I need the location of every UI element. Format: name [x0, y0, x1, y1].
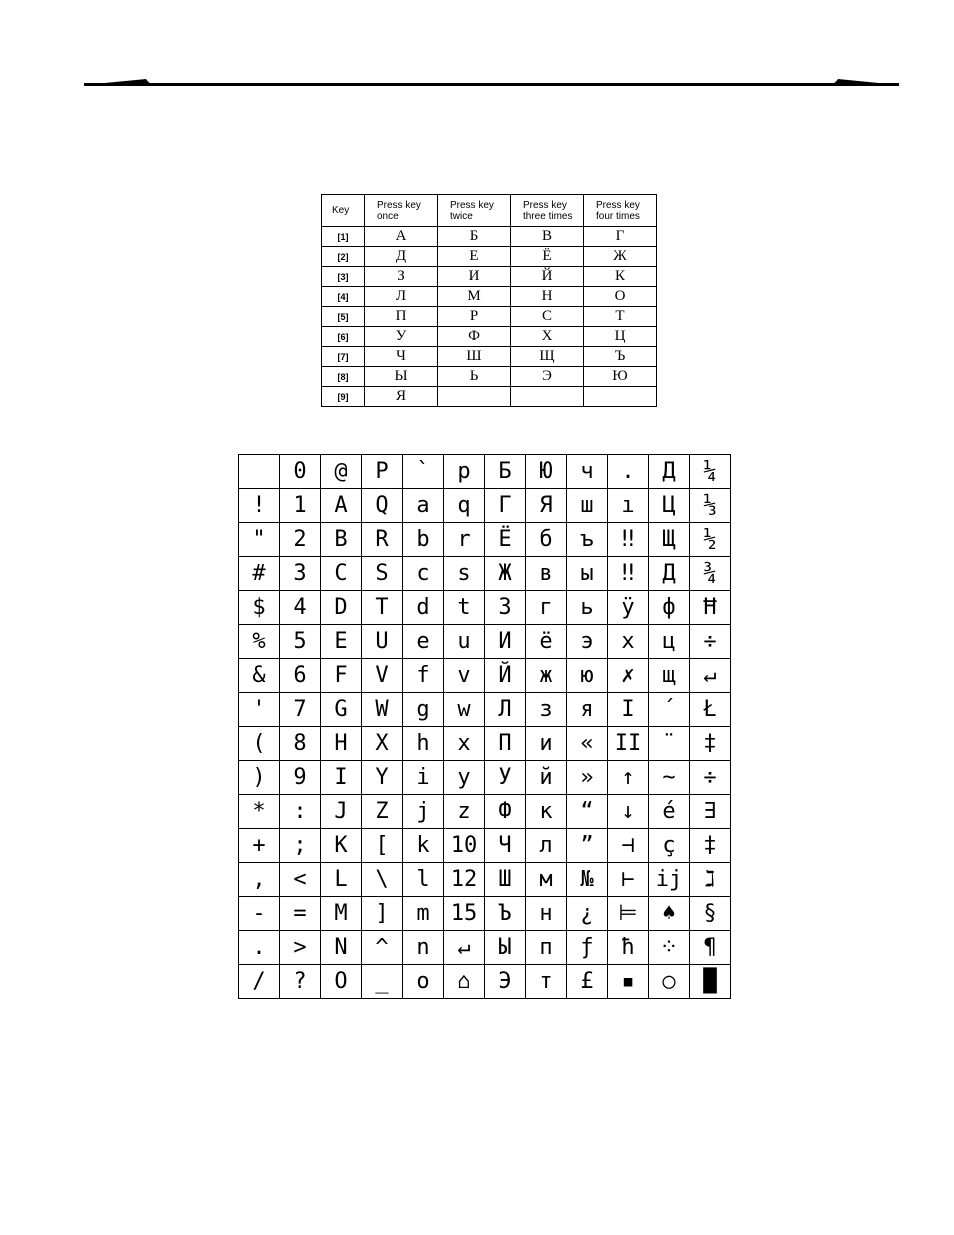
char-grid-cell: ш: [567, 489, 608, 523]
char-grid-cell: в: [526, 557, 567, 591]
char-grid-cell: ↑: [608, 761, 649, 795]
char-grid-cell: ц: [649, 625, 690, 659]
char-grid-cell: ¨: [649, 727, 690, 761]
key-table-char: Ё: [511, 247, 584, 267]
char-grid-row: [239, 625, 731, 659]
char-grid-cell: ‼: [608, 557, 649, 591]
char-grid-cell: ¶: [690, 931, 731, 965]
key-table-char: Ч: [365, 347, 438, 367]
key-table-char: [584, 387, 657, 407]
char-grid-row: [239, 897, 731, 931]
char-grid-cell: z: [444, 795, 485, 829]
char-grid-cell: П: [485, 727, 526, 761]
key-table-char: М: [438, 287, 511, 307]
char-grid-cell: «: [567, 727, 608, 761]
char-grid-cell: ij: [649, 863, 690, 897]
char-grid-cell: ½: [690, 523, 731, 557]
char-grid-cell: F: [321, 659, 362, 693]
char-grid-cell: L: [321, 863, 362, 897]
char-grid-cell: j: [403, 795, 444, 829]
key-table-char: Ы: [365, 367, 438, 387]
key-table-char: П: [365, 307, 438, 327]
char-grid-cell: Д: [649, 557, 690, 591]
char-grid-cell: ⌂: [444, 965, 485, 999]
char-grid-cell: §: [690, 897, 731, 931]
key-table-char: Х: [511, 327, 584, 347]
key-table-char: Н: [511, 287, 584, 307]
char-grid-cell: Г: [485, 489, 526, 523]
char-grid-cell: i: [403, 761, 444, 795]
char-grid-cell: M: [321, 897, 362, 931]
char-grid-cell: ?: [280, 965, 321, 999]
char-grid-cell: Я: [526, 489, 567, 523]
char-grid-cell: =: [280, 897, 321, 931]
char-grid-row: [239, 761, 731, 795]
char-grid-cell: D: [321, 591, 362, 625]
char-grid-cell: T: [362, 591, 403, 625]
char-grid-cell: 5: [280, 625, 321, 659]
char-grid-cell: d: [403, 591, 444, 625]
char-grid-row: [239, 965, 731, 999]
char-grid-cell: Ц: [649, 489, 690, 523]
char-grid-cell: R: [362, 523, 403, 557]
char-grid-cell: A: [321, 489, 362, 523]
key-table-char: Ь: [438, 367, 511, 387]
character-set-grid: [238, 454, 731, 999]
char-grid-cell: “: [567, 795, 608, 829]
char-grid-cell: :: [280, 795, 321, 829]
char-grid-cell: ƒ: [567, 931, 608, 965]
key-table-char: Т: [584, 307, 657, 327]
char-grid-cell: N: [321, 931, 362, 965]
key-table-char: И: [438, 267, 511, 287]
char-grid-cell: ': [239, 693, 280, 727]
char-grid-cell: 1: [280, 489, 321, 523]
key-table-char: Г: [584, 227, 657, 247]
char-grid-cell: ": [239, 523, 280, 557]
char-grid-cell: ‼: [608, 523, 649, 557]
char-grid-cell: I: [321, 761, 362, 795]
char-grid-cell: 10: [444, 829, 485, 863]
char-grid-cell: 6: [280, 659, 321, 693]
char-grid-cell: f: [403, 659, 444, 693]
char-grid-cell: ı: [608, 489, 649, 523]
char-grid-cell: U: [362, 625, 403, 659]
char-grid-cell: Ж: [485, 557, 526, 591]
char-grid-cell: W: [362, 693, 403, 727]
char-grid-cell: ▪: [608, 965, 649, 999]
char-grid-cell: ç: [649, 829, 690, 863]
key-label: [2]: [322, 247, 365, 267]
char-grid-cell: £: [567, 965, 608, 999]
char-grid-cell: ∃: [690, 795, 731, 829]
key-table-char: Ц: [584, 327, 657, 347]
char-grid-cell: ‡: [690, 829, 731, 863]
char-grid-cell: №: [567, 863, 608, 897]
char-grid-cell: м: [526, 863, 567, 897]
char-grid-cell: [: [362, 829, 403, 863]
char-grid-row: [239, 727, 731, 761]
key-table-char: У: [365, 327, 438, 347]
char-grid-cell: ж: [526, 659, 567, 693]
key-table-row: [322, 287, 657, 307]
char-grid-cell: (: [239, 727, 280, 761]
char-grid-row: [239, 931, 731, 965]
key-press-table: [321, 194, 657, 407]
char-grid-cell: ф: [649, 591, 690, 625]
char-grid-cell: t: [444, 591, 485, 625]
key-table-char: Ю: [584, 367, 657, 387]
char-grid-cell: У: [485, 761, 526, 795]
char-grid-cell: п: [526, 931, 567, 965]
key-table-header-row: [322, 195, 657, 227]
char-grid-cell: a: [403, 489, 444, 523]
char-grid-cell: *: [239, 795, 280, 829]
char-grid-cell: И: [485, 625, 526, 659]
char-grid-cell: &: [239, 659, 280, 693]
char-grid-cell: Y: [362, 761, 403, 795]
key-table-char: О: [584, 287, 657, 307]
char-grid-cell: q: [444, 489, 485, 523]
char-grid-cell: Ё: [485, 523, 526, 557]
key-table-char: Ъ: [584, 347, 657, 367]
key-table-header: Key: [322, 195, 365, 227]
char-grid-cell: P: [362, 455, 403, 489]
key-table-row: [322, 267, 657, 287]
char-grid-cell: c: [403, 557, 444, 591]
char-grid-cell: %: [239, 625, 280, 659]
key-table-char: К: [584, 267, 657, 287]
key-table-char: Ж: [584, 247, 657, 267]
char-grid-cell: я: [567, 693, 608, 727]
char-grid-cell: .: [608, 455, 649, 489]
char-grid-cell: ÷: [690, 761, 731, 795]
key-label: [7]: [322, 347, 365, 367]
char-grid-cell: 0: [280, 455, 321, 489]
key-table-char: Й: [511, 267, 584, 287]
char-grid-cell: +: [239, 829, 280, 863]
char-grid-cell: y: [444, 761, 485, 795]
char-grid-cell: O: [321, 965, 362, 999]
char-grid-cell: H: [321, 727, 362, 761]
key-label: [8]: [322, 367, 365, 387]
char-grid-cell: u: [444, 625, 485, 659]
char-grid-cell: w: [444, 693, 485, 727]
char-grid-cell: .: [239, 931, 280, 965]
char-grid-cell: K: [321, 829, 362, 863]
char-grid-cell: ℷ: [690, 863, 731, 897]
char-grid-cell: Щ: [649, 523, 690, 557]
key-table-header: Press key four times: [584, 195, 657, 227]
char-grid-cell: н: [526, 897, 567, 931]
char-grid-cell: h: [403, 727, 444, 761]
key-table-row: [322, 247, 657, 267]
char-grid-cell: Ю: [526, 455, 567, 489]
char-grid-row: [239, 659, 731, 693]
char-grid-cell: Z: [362, 795, 403, 829]
char-grid-cell: <: [280, 863, 321, 897]
char-grid-cell: █: [690, 965, 731, 999]
key-table-char: Э: [511, 367, 584, 387]
char-grid-cell: J: [321, 795, 362, 829]
char-grid-cell: ↵: [690, 659, 731, 693]
char-grid-cell: ○: [649, 965, 690, 999]
char-grid-cell: б: [526, 523, 567, 557]
char-grid-row: [239, 829, 731, 863]
char-grid-cell: ⅓: [690, 489, 731, 523]
char-grid-cell: ⊢: [608, 863, 649, 897]
char-grid-cell: @: [321, 455, 362, 489]
char-grid-cell: щ: [649, 659, 690, 693]
char-grid-cell: X: [362, 727, 403, 761]
key-label: [6]: [322, 327, 365, 347]
key-table-header: Press key twice: [438, 195, 511, 227]
char-grid-cell: ~: [649, 761, 690, 795]
char-grid-cell: ь: [567, 591, 608, 625]
key-table-char: З: [365, 267, 438, 287]
char-grid-row: [239, 591, 731, 625]
char-grid-cell: т: [526, 965, 567, 999]
char-grid-cell: Б: [485, 455, 526, 489]
char-grid-cell: II: [608, 727, 649, 761]
char-grid-cell: Э: [485, 965, 526, 999]
char-grid-cell: 12: [444, 863, 485, 897]
char-grid-row: [239, 795, 731, 829]
char-grid-row: [239, 557, 731, 591]
char-grid-cell: ъ: [567, 523, 608, 557]
char-grid-cell: ¿: [567, 897, 608, 931]
char-grid-cell: ;: [280, 829, 321, 863]
char-grid-cell: v: [444, 659, 485, 693]
char-grid-cell: ⊨: [608, 897, 649, 931]
char-grid-cell: ё: [526, 625, 567, 659]
char-grid-cell: Ł: [690, 693, 731, 727]
char-grid-cell: ÷: [690, 625, 731, 659]
char-grid-cell: >: [280, 931, 321, 965]
char-grid-cell: 2: [280, 523, 321, 557]
char-grid-cell: [239, 455, 280, 489]
char-grid-cell: ♠: [649, 897, 690, 931]
char-grid-cell: и: [526, 727, 567, 761]
key-table-char: А: [365, 227, 438, 247]
key-label: [5]: [322, 307, 365, 327]
char-grid-cell: V: [362, 659, 403, 693]
char-grid-cell: \: [362, 863, 403, 897]
char-grid-cell: !: [239, 489, 280, 523]
char-grid-cell: ÿ: [608, 591, 649, 625]
char-grid-cell: Й: [485, 659, 526, 693]
char-grid-cell: 3: [280, 557, 321, 591]
key-table-row: [322, 227, 657, 247]
char-grid-cell: 8: [280, 727, 321, 761]
char-grid-cell: Ш: [485, 863, 526, 897]
char-grid-cell: ^: [362, 931, 403, 965]
key-table-header: Press key three times: [511, 195, 584, 227]
char-grid-cell: é: [649, 795, 690, 829]
char-grid-row: [239, 455, 731, 489]
char-grid-cell: з: [526, 693, 567, 727]
key-table-char: [438, 387, 511, 407]
key-table-char: Е: [438, 247, 511, 267]
char-grid-cell: G: [321, 693, 362, 727]
char-grid-cell: 15: [444, 897, 485, 931]
char-grid-row: [239, 489, 731, 523]
char-grid-cell: ]: [362, 897, 403, 931]
char-grid-cell: n: [403, 931, 444, 965]
char-grid-cell: /: [239, 965, 280, 999]
char-grid-cell: k: [403, 829, 444, 863]
key-table-row: [322, 307, 657, 327]
char-grid-cell: `: [403, 455, 444, 489]
char-grid-cell: x: [608, 625, 649, 659]
char-grid-cell: o: [403, 965, 444, 999]
char-grid-cell: ħ: [608, 931, 649, 965]
char-grid-cell: $: [239, 591, 280, 625]
char-grid-row: [239, 693, 731, 727]
char-grid-cell: »: [567, 761, 608, 795]
key-table-char: С: [511, 307, 584, 327]
char-grid-cell: к: [526, 795, 567, 829]
key-table-char: Щ: [511, 347, 584, 367]
char-grid-cell: b: [403, 523, 444, 557]
char-grid-cell: ⁘: [649, 931, 690, 965]
char-grid-cell: ч: [567, 455, 608, 489]
key-table-char: [511, 387, 584, 407]
char-grid-cell: Q: [362, 489, 403, 523]
key-table-row: [322, 327, 657, 347]
char-grid-cell: й: [526, 761, 567, 795]
key-table-char: Ф: [438, 327, 511, 347]
char-grid-cell: 4: [280, 591, 321, 625]
key-table-char: Ш: [438, 347, 511, 367]
char-grid-cell: ´: [649, 693, 690, 727]
char-grid-cell: ,: [239, 863, 280, 897]
key-table-char: Д: [365, 247, 438, 267]
char-grid-cell: #: [239, 557, 280, 591]
char-grid-cell: e: [403, 625, 444, 659]
char-grid-cell: ): [239, 761, 280, 795]
char-grid-cell: ‡: [690, 727, 731, 761]
char-grid-cell: ы: [567, 557, 608, 591]
char-grid-cell: E: [321, 625, 362, 659]
key-table-header: Press key once: [365, 195, 438, 227]
char-grid-cell: Ч: [485, 829, 526, 863]
char-grid-cell: г: [526, 591, 567, 625]
char-grid-cell: C: [321, 557, 362, 591]
key-table-char: Я: [365, 387, 438, 407]
char-grid-cell: ¼: [690, 455, 731, 489]
key-table-char: В: [511, 227, 584, 247]
char-grid-cell: Ы: [485, 931, 526, 965]
char-grid-row: [239, 863, 731, 897]
char-grid-cell: l: [403, 863, 444, 897]
char-grid-cell: ”: [567, 829, 608, 863]
char-grid-cell: Д: [649, 455, 690, 489]
char-grid-cell: э: [567, 625, 608, 659]
char-grid-cell: p: [444, 455, 485, 489]
char-grid-cell: Л: [485, 693, 526, 727]
char-grid-cell: s: [444, 557, 485, 591]
key-table-row: [322, 347, 657, 367]
char-grid-cell: I: [608, 693, 649, 727]
char-grid-cell: r: [444, 523, 485, 557]
char-grid-cell: S: [362, 557, 403, 591]
char-grid-cell: З: [485, 591, 526, 625]
char-grid-cell: ю: [567, 659, 608, 693]
key-label: [3]: [322, 267, 365, 287]
char-grid-cell: g: [403, 693, 444, 727]
key-table-row: [322, 367, 657, 387]
char-grid-cell: ⊣: [608, 829, 649, 863]
key-label: [9]: [322, 387, 365, 407]
key-table-char: Б: [438, 227, 511, 247]
char-grid-cell: -: [239, 897, 280, 931]
char-grid-cell: 9: [280, 761, 321, 795]
char-grid-cell: 7: [280, 693, 321, 727]
char-grid-cell: x: [444, 727, 485, 761]
char-grid-cell: Ф: [485, 795, 526, 829]
char-grid-cell: ✗: [608, 659, 649, 693]
char-grid-cell: ¾: [690, 557, 731, 591]
key-table-char: Р: [438, 307, 511, 327]
char-grid-cell: ↵: [444, 931, 485, 965]
char-grid-cell: Ъ: [485, 897, 526, 931]
char-grid-cell: _: [362, 965, 403, 999]
char-grid-cell: Ħ: [690, 591, 731, 625]
key-label: [4]: [322, 287, 365, 307]
char-grid-cell: ↓: [608, 795, 649, 829]
key-label: [1]: [322, 227, 365, 247]
char-grid-cell: л: [526, 829, 567, 863]
char-grid-cell: m: [403, 897, 444, 931]
key-table-char: Л: [365, 287, 438, 307]
char-grid-row: [239, 523, 731, 557]
header-rule: [84, 72, 899, 94]
char-grid-cell: B: [321, 523, 362, 557]
key-table-row: [322, 387, 657, 407]
